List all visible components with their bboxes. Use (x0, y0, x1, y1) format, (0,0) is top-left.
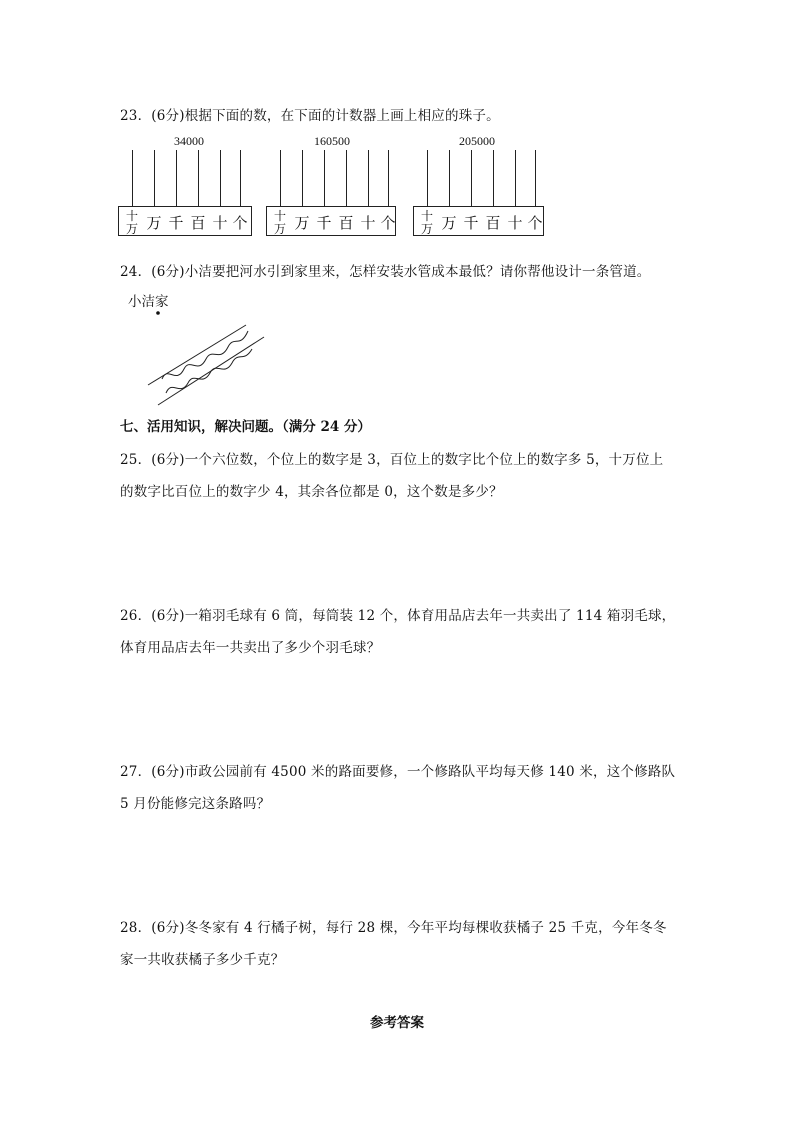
place-label-hundred-thousand: 十万 (125, 209, 138, 236)
place-label-thousand: 千 (168, 214, 184, 232)
place-label-one: 个 (380, 214, 396, 232)
abacus-rod (154, 150, 155, 206)
question-27-line-2: 5 月份能修完这条路吗？ (120, 796, 271, 812)
question-25-line-1: 25．(6分)一个六位数，个位上的数字是 3，百位上的数字比个位上的数字多 5，十万位上 (120, 452, 664, 468)
question-27-line-1: 27．(6分)市政公园前有 4500 米的路面要修，一个修路队平均每天修 140 米，这个修路队 (120, 764, 676, 780)
question-28-line-2: 家一共收获橘子多少千克？ (120, 952, 285, 968)
place-label-ten: 十 (507, 214, 523, 232)
abacus-rod (515, 150, 516, 206)
abacus-rod (302, 150, 303, 206)
abacus-rod (388, 150, 389, 206)
answers-title: 参考答案 (370, 1015, 424, 1031)
place-label-ten: 十 (212, 214, 228, 232)
home-label: 小洁家 (128, 294, 169, 309)
place-label-thousand: 千 (463, 214, 479, 232)
question-26-line-2: 体育用品店去年一共卖出了多少个羽毛球？ (120, 640, 381, 656)
abacus-rod (471, 150, 472, 206)
place-label-one: 个 (232, 214, 248, 232)
abacus-rod (368, 150, 369, 206)
place-label-ten-thousand: 万 (294, 214, 310, 232)
abacus-rod (535, 150, 536, 206)
place-label-one: 个 (527, 214, 543, 232)
abacus-rod (493, 150, 494, 206)
question-24-text: 24．(6分)小洁要把河水引到家里来，怎样安装水管成本最低？请你帮他设计一条管道。 (120, 264, 651, 280)
place-label-thousand: 千 (316, 214, 332, 232)
abacus-rod (280, 150, 281, 206)
abacus-rod (324, 150, 325, 206)
place-label-hundred: 百 (338, 214, 354, 232)
question-23-text: 23．(6分)根据下面的数，在下面的计数器上画上相应的珠子。 (120, 108, 500, 124)
abacus-1-number: 34000 (174, 134, 204, 148)
section-7-title: 七、活用知识，解决问题。（满分 24 分） (120, 419, 371, 435)
abacus-rod (132, 150, 133, 206)
abacus-rod (449, 150, 450, 206)
place-label-hundred: 百 (190, 214, 206, 232)
river-diagram (140, 305, 280, 410)
place-label-ten-thousand: 万 (441, 214, 457, 232)
abacus-rod (176, 150, 177, 206)
abacus-3-number: 205000 (459, 134, 495, 148)
place-label-hundred: 百 (485, 214, 501, 232)
abacus-2-number: 160500 (314, 134, 350, 148)
question-28-line-1: 28．(6分)冬冬家有 4 行橘子树，每行 28 棵，今年平均每棵收获橘子 25 千克，今年冬冬 (120, 920, 667, 936)
place-label-hundred-thousand: 十万 (273, 209, 286, 236)
question-26-line-1: 26．(6分)一箱羽毛球有 6 筒，每筒装 12 个，体育用品店去年一共卖出了 114 箱羽毛球， (120, 608, 676, 624)
abacus-rod (346, 150, 347, 206)
river-bank-upper (148, 325, 246, 385)
place-label-ten-thousand: 万 (146, 214, 162, 232)
place-label-ten: 十 (360, 214, 376, 232)
question-25-line-2: 的数字比百位上的数字少 4，其余各位都是 0，这个数是多少？ (120, 484, 503, 500)
abacus-rod (240, 150, 241, 206)
place-label-hundred-thousand: 十万 (420, 209, 433, 236)
abacus-rod (198, 150, 199, 206)
home-dot (156, 311, 160, 315)
abacus-rod (427, 150, 428, 206)
abacus-rod (220, 150, 221, 206)
